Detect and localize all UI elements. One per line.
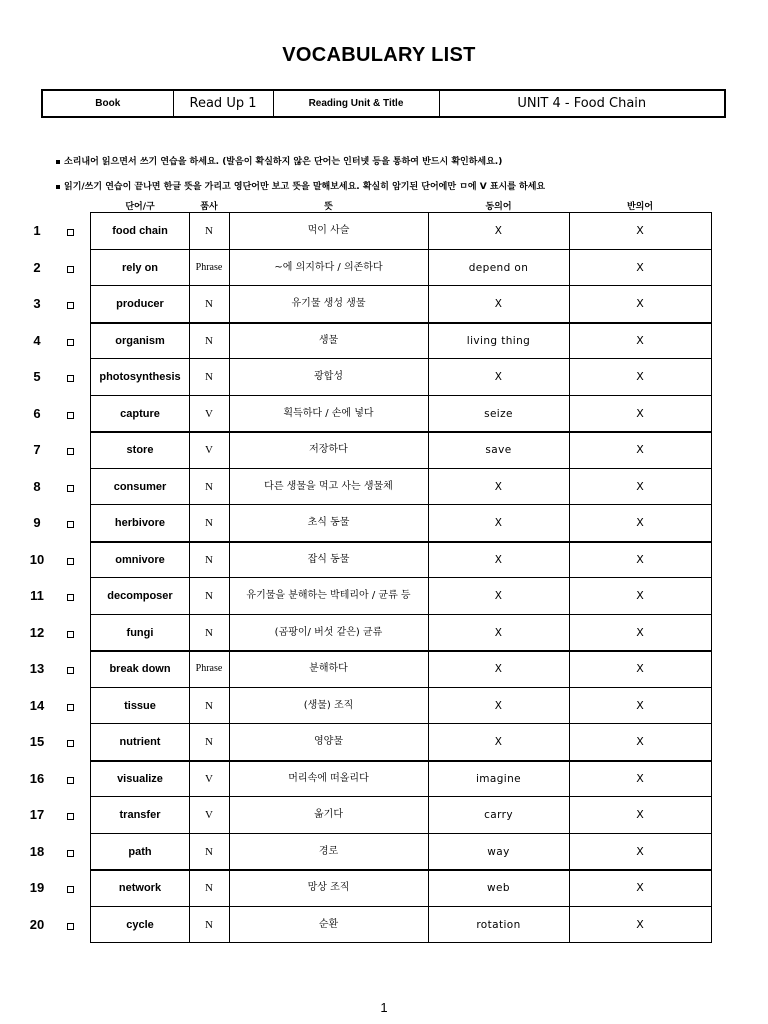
row-divider — [90, 358, 712, 359]
synonym-cell: X — [494, 663, 503, 675]
antonym-cell: X — [636, 443, 644, 456]
page-number: 1 — [380, 1000, 388, 1015]
antonym-cell: X — [636, 844, 644, 858]
table-row — [0, 542, 768, 579]
row-number: 15 — [29, 734, 45, 749]
row-divider — [90, 431, 712, 433]
pos-cell: N — [205, 371, 213, 383]
meaning-cell: ~에 의지하다 / 의존하다 — [274, 261, 383, 273]
pos-cell: N — [205, 736, 213, 748]
meaning-cell: (곰팡이/ 버섯 같은) 균류 — [274, 626, 383, 638]
pos-cell: N — [205, 882, 213, 894]
row-divider — [90, 650, 712, 652]
word-cell: visualize — [117, 772, 163, 785]
row-number: 3 — [33, 296, 41, 311]
word-cell: photosynthesis — [99, 371, 181, 383]
pos-cell: N — [205, 590, 213, 602]
word-cell: food chain — [112, 225, 168, 237]
word-cell: rely on — [121, 261, 159, 274]
row-number: 8 — [33, 478, 41, 494]
row-number: 11 — [30, 588, 44, 603]
header-word: 단어/구 — [125, 202, 155, 212]
meaning-cell: 획득하다 / 손에 넣다 — [283, 407, 374, 419]
row-divider — [90, 723, 712, 724]
row-number: 4 — [33, 332, 41, 348]
word-cell: omnivore — [115, 553, 165, 566]
table-row — [0, 396, 768, 433]
header-pos: 품사 — [200, 202, 218, 212]
header-antonym: 반의어 — [626, 202, 654, 212]
word-cell: fungi — [126, 626, 154, 639]
meaning-cell: 먹이 사슬 — [307, 225, 350, 236]
row-number: 7 — [33, 442, 41, 457]
word-cell: capture — [120, 407, 160, 420]
antonym-cell: X — [636, 589, 644, 602]
meaning-cell: 순환 — [318, 918, 339, 930]
word-cell: herbivore — [114, 517, 166, 529]
memorized-checkbox[interactable] — [67, 266, 74, 273]
row-divider — [90, 796, 712, 797]
antonym-cell: X — [636, 917, 644, 931]
pos-cell: N — [205, 626, 213, 639]
pos-cell: V — [205, 407, 213, 420]
unit-label: Reading Unit & Title — [273, 90, 439, 117]
memorized-checkbox[interactable] — [67, 850, 74, 857]
row-divider — [90, 504, 712, 505]
antonym-cell: X — [636, 333, 644, 347]
memorized-checkbox[interactable] — [67, 302, 74, 309]
row-divider — [90, 577, 712, 578]
antonym-cell: X — [636, 224, 644, 237]
row-divider — [90, 541, 712, 543]
row-number: 10 — [29, 551, 45, 567]
table-row — [0, 578, 768, 615]
memorized-checkbox[interactable] — [67, 667, 74, 674]
synonym-cell: X — [494, 699, 503, 712]
book-label: Book — [42, 90, 173, 117]
antonym-cell: X — [636, 771, 644, 785]
memorized-checkbox[interactable] — [67, 521, 74, 528]
synonym-cell: depend on — [468, 261, 529, 274]
word-cell: break down — [109, 663, 171, 675]
instruction-text: 소리내어 읽으면서 쓰기 연습을 하세요. (발음이 확실하지 않은 단어는 인터넷 등을 통하여 반드시 확인하세요.) — [64, 157, 503, 167]
row-number: 14 — [29, 697, 45, 713]
antonym-cell: X — [636, 406, 644, 420]
pos-cell: N — [205, 334, 213, 347]
row-divider — [90, 322, 712, 324]
antonym-cell: X — [636, 516, 644, 529]
meaning-cell: 망상 조직 — [307, 882, 350, 893]
meaning-cell: 옮기다 — [314, 809, 343, 820]
meaning-cell: 경로 — [318, 845, 339, 857]
table-row — [0, 323, 768, 360]
word-cell: producer — [116, 298, 164, 310]
table-row — [0, 761, 768, 798]
synonym-cell: living thing — [466, 334, 531, 347]
synonym-cell: X — [494, 298, 503, 310]
table-row — [0, 797, 768, 834]
memorized-checkbox[interactable] — [67, 485, 74, 492]
unit-value: UNIT 4 - Food Chain — [439, 90, 725, 117]
instruction-note — [56, 154, 502, 167]
table-row — [0, 834, 768, 871]
meaning-cell: 다른 생물을 먹고 사는 생물체 — [264, 480, 393, 492]
word-cell: path — [128, 845, 152, 858]
meaning-cell: (생물) 조직 — [303, 699, 354, 711]
meaning-cell: 유기물을 분해하는 박테리아 / 균류 등 — [246, 590, 411, 601]
meaning-cell: 영양물 — [314, 736, 343, 747]
row-divider — [90, 395, 712, 396]
synonym-cell: X — [494, 517, 503, 529]
table-row — [0, 469, 768, 506]
meaning-cell: 초식 동물 — [307, 517, 350, 528]
word-cell: decomposer — [107, 590, 173, 602]
synonym-cell: X — [494, 480, 503, 493]
row-divider — [90, 687, 712, 688]
table-row — [0, 688, 768, 725]
row-divider — [90, 468, 712, 469]
synonym-cell: web — [487, 882, 510, 894]
antonym-cell: X — [636, 662, 644, 675]
antonym-cell: X — [636, 260, 644, 274]
book-value: Read Up 1 — [173, 90, 273, 117]
word-cell: transfer — [119, 809, 161, 821]
row-number: 5 — [33, 369, 41, 384]
row-divider — [90, 869, 712, 871]
memorized-checkbox[interactable] — [67, 777, 74, 784]
memorized-checkbox[interactable] — [67, 740, 74, 747]
row-number: 9 — [33, 515, 41, 530]
memorized-checkbox[interactable] — [67, 412, 74, 419]
pos-cell: N — [205, 517, 213, 529]
memorized-checkbox[interactable] — [67, 631, 74, 638]
pos-cell: N — [205, 699, 213, 712]
memorized-checkbox[interactable] — [67, 813, 74, 820]
synonym-cell: carry — [484, 809, 513, 821]
pos-cell: N — [205, 918, 213, 931]
row-number: 16 — [29, 770, 45, 786]
memorized-checkbox[interactable] — [67, 558, 74, 565]
pos-cell: V — [205, 772, 213, 785]
header-meaning: 뜻 — [324, 202, 333, 212]
pos-cell: N — [205, 298, 213, 310]
synonym-cell: way — [487, 845, 510, 858]
instruction-note — [56, 179, 545, 192]
synonym-cell: rotation — [476, 918, 521, 931]
antonym-cell: X — [636, 370, 644, 383]
pos-cell: Phrase — [195, 663, 223, 674]
synonym-cell: save — [485, 444, 512, 456]
row-divider — [90, 614, 712, 615]
synonym-cell: seize — [484, 407, 513, 420]
word-cell: consumer — [113, 480, 167, 493]
row-divider — [90, 760, 712, 762]
row-number: 17 — [29, 807, 45, 822]
table-row — [0, 615, 768, 652]
row-number: 13 — [29, 661, 45, 676]
word-cell: store — [126, 444, 154, 456]
table-row — [0, 724, 768, 761]
row-number: 12 — [29, 624, 45, 640]
pos-cell: V — [205, 444, 213, 456]
memorized-checkbox[interactable] — [67, 229, 74, 236]
meaning-cell: 머리속에 떠올리다 — [288, 772, 369, 784]
row-number: 2 — [33, 259, 41, 275]
table-row — [0, 432, 768, 469]
table-row — [0, 250, 768, 287]
antonym-cell: X — [636, 698, 644, 712]
synonym-cell: X — [494, 736, 503, 748]
header-synonym: 동의어 — [485, 202, 512, 212]
row-number: 6 — [33, 405, 41, 421]
antonym-cell: X — [636, 808, 644, 821]
antonym-cell: X — [636, 552, 644, 566]
antonym-cell: X — [636, 297, 644, 310]
synonym-cell: X — [494, 225, 503, 237]
bullet-icon — [56, 160, 60, 164]
page-title: VOCABULARY LIST — [282, 44, 476, 66]
antonym-cell: X — [636, 735, 644, 748]
pos-cell: Phrase — [195, 261, 223, 273]
meaning-cell: 분해하다 — [309, 663, 348, 674]
table-row — [0, 505, 768, 542]
meaning-cell: 잡식 동물 — [307, 553, 350, 565]
word-cell: network — [118, 882, 162, 894]
memorized-checkbox[interactable] — [67, 375, 74, 382]
meaning-cell: 저장하다 — [309, 444, 348, 455]
pos-cell: V — [205, 809, 213, 821]
bullet-icon — [56, 185, 60, 189]
row-divider — [90, 833, 712, 834]
word-cell: nutrient — [119, 736, 161, 748]
row-number: 20 — [29, 916, 45, 932]
synonym-cell: X — [494, 371, 503, 383]
row-divider — [90, 906, 712, 907]
synonym-cell: X — [494, 590, 503, 602]
word-cell: cycle — [126, 918, 154, 931]
row-divider — [90, 249, 712, 250]
antonym-cell: X — [636, 479, 644, 493]
meaning-cell: 광합성 — [314, 371, 343, 382]
memorized-checkbox[interactable] — [67, 594, 74, 601]
table-row — [0, 286, 768, 323]
instruction-text: 읽기/쓰기 연습이 끝나면 한글 뜻을 가리고 영단어만 보고 뜻을 말해보세요. 확실히 암기된 단어에만 ㅁ에 V 표시를 하세요 — [64, 182, 546, 192]
pos-cell: N — [205, 480, 213, 493]
table-row — [0, 907, 768, 944]
antonym-cell: X — [636, 625, 644, 639]
row-divider — [90, 285, 712, 286]
synonym-cell: X — [494, 626, 503, 639]
word-cell: tissue — [124, 699, 156, 712]
memorized-checkbox[interactable] — [67, 339, 74, 346]
memorized-checkbox[interactable] — [67, 448, 74, 455]
meaning-cell: 유기물 생성 생물 — [291, 298, 366, 309]
row-number: 18 — [29, 843, 45, 859]
table-row — [0, 651, 768, 688]
table-row — [0, 870, 768, 907]
table-row — [0, 213, 768, 250]
pos-cell: N — [205, 845, 213, 858]
info-table — [41, 89, 726, 118]
meaning-cell: 생물 — [318, 334, 339, 346]
row-number: 19 — [29, 880, 45, 895]
table-row — [0, 359, 768, 396]
antonym-cell: X — [636, 881, 644, 894]
pos-cell: N — [205, 225, 213, 237]
memorized-checkbox[interactable] — [67, 886, 74, 893]
synonym-cell: X — [494, 553, 503, 566]
word-cell: organism — [115, 334, 165, 347]
synonym-cell: imagine — [475, 772, 522, 785]
memorized-checkbox[interactable] — [67, 704, 74, 711]
memorized-checkbox[interactable] — [67, 923, 74, 930]
row-number: 1 — [33, 223, 41, 238]
pos-cell: N — [205, 553, 213, 566]
